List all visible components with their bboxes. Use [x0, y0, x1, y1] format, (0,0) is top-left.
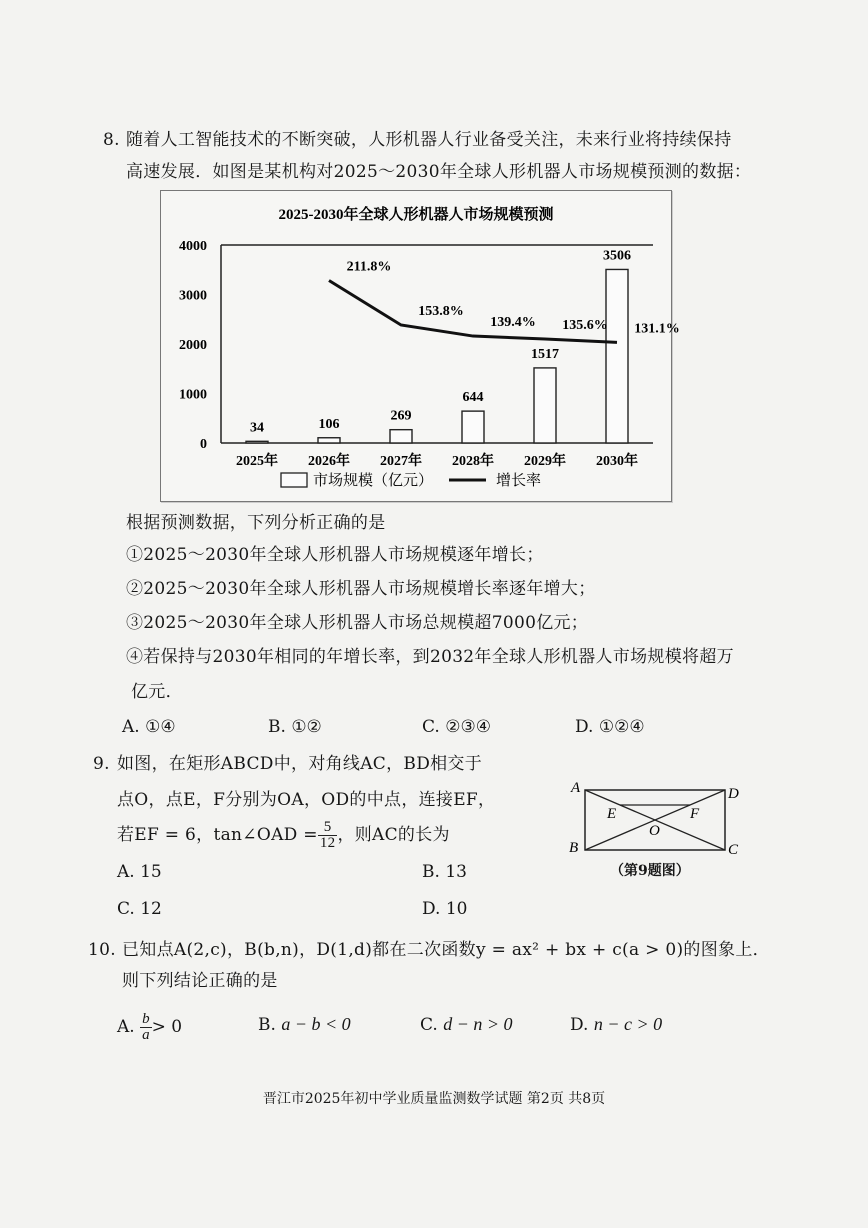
q9-line2: 点O，点E，F分别为OA，OD的中点，连接EF，	[117, 790, 496, 810]
q8-option-c	[422, 715, 491, 739]
chart-title: 2025-2030年全球人形机器人市场规模预测	[278, 207, 554, 223]
label-a: A	[571, 780, 581, 796]
q10-number: 10.	[88, 940, 116, 960]
option-text: ①②	[291, 717, 322, 737]
q9-option-d	[422, 897, 467, 921]
fraction-numerator: 5	[318, 820, 338, 836]
option-text: ②③④	[445, 717, 491, 737]
q9-option-c	[117, 897, 162, 921]
page-footer: 晋江市2025年初中学业质量监测数学试题 第2页 共8页	[262, 1091, 606, 1107]
growth-rate-label: 211.8%	[346, 259, 392, 275]
growth-rate-line	[329, 280, 617, 342]
growth-rate-label: 139.4%	[490, 315, 536, 331]
q8-statement-4-cont: 亿元．	[131, 682, 183, 702]
q8-option-a	[122, 715, 176, 739]
option-letter: C.	[420, 1015, 438, 1035]
q10-option-d	[570, 1012, 662, 1037]
q9-figure-caption: （第9题图）	[610, 863, 690, 879]
option-text: 12	[140, 899, 162, 919]
q8-option-b	[268, 715, 322, 739]
bar-2027年	[390, 430, 412, 443]
y-tick-label: 3000	[179, 288, 207, 304]
option-text: ①④	[145, 717, 176, 737]
bar-value-label: 1517	[531, 346, 559, 362]
bar-2029年	[534, 368, 556, 443]
x-tick-label: 2030年	[596, 454, 638, 469]
q10-line2: 则下列结论正确的是	[122, 971, 278, 991]
q10-option-a	[117, 1012, 182, 1043]
option-text: n − c > 0	[593, 1014, 663, 1034]
q10-option-b	[258, 1012, 351, 1037]
option-letter: D.	[570, 1015, 589, 1035]
q10-line1: 已知点A(2,c)，B(b,n)，D(1,d)都在二次函数y = ax² + bx + c(a > 0)的图象上．	[122, 940, 770, 960]
q8-statement-1: ①2025～2030年全球人形机器人市场规模逐年增长；	[126, 545, 544, 565]
growth-rate-label: 135.6%	[562, 317, 608, 333]
q9-line3-b: ，则AC的长为	[337, 825, 450, 845]
x-tick-label: 2026年	[308, 454, 350, 469]
label-f: F	[690, 806, 700, 822]
legend-bar-swatch	[281, 473, 307, 487]
option-letter: C.	[422, 717, 440, 737]
q8-option-d	[575, 715, 645, 739]
option-text: 10	[445, 899, 468, 919]
option-text: > 0	[151, 1017, 183, 1037]
option-letter: B.	[268, 717, 286, 737]
q9-option-a	[117, 860, 162, 884]
q9-line3	[117, 820, 450, 851]
q10-a-fraction	[140, 1012, 152, 1043]
fraction-denominator: a	[142, 1027, 150, 1043]
q10-option-c	[420, 1012, 513, 1037]
fraction-denominator: 12	[319, 835, 336, 851]
label-e: E	[607, 806, 617, 822]
option-letter: B.	[258, 1015, 276, 1035]
bar-2026年	[318, 438, 340, 443]
bar-2028年	[462, 411, 484, 443]
option-letter: D.	[422, 899, 441, 919]
option-letter: A.	[117, 862, 135, 882]
q8-statement-3: ③2025～2030年全球人形机器人市场总规模超7000亿元；	[126, 613, 589, 633]
label-c: C	[728, 842, 739, 858]
q9-option-b	[422, 860, 467, 884]
legend-line-label: 增长率	[496, 471, 542, 489]
growth-rate-label: 153.8%	[418, 303, 464, 319]
q8-statement-2: ②2025～2030年全球人形机器人市场规模增长率逐年增大；	[126, 579, 596, 599]
y-tick-label: 2000	[179, 338, 207, 353]
option-letter: B.	[422, 862, 440, 882]
growth-rate-label: 131.1%	[634, 321, 680, 337]
x-tick-label: 2029年	[524, 454, 566, 469]
option-text: d − n > 0	[443, 1014, 513, 1034]
bar-value-label: 3506	[603, 248, 631, 264]
option-letter: A.	[117, 1017, 135, 1037]
option-text: ①②④	[598, 717, 645, 737]
bar-value-label: 106	[318, 416, 340, 432]
option-letter: D.	[575, 717, 594, 737]
bar-value-label: 644	[462, 390, 484, 406]
q8-number: 8.	[103, 130, 120, 150]
q8-question: 根据预测数据，下列分析正确的是	[126, 513, 386, 533]
x-tick-label: 2027年	[380, 454, 422, 469]
q9-fraction	[318, 820, 338, 851]
q8-stem-line1: 随着人工智能技术的不断突破，人形机器人行业备受关注，未来行业将持续保持	[126, 130, 732, 150]
option-letter: A.	[122, 717, 140, 737]
q8-statement-4: ④若保持与2030年相同的年增长率，到2032年全球人形机器人市场规模将超万	[126, 647, 734, 667]
fraction-numerator: b	[142, 1011, 150, 1027]
legend-bar-label: 市场规模（亿元）	[313, 471, 434, 489]
x-tick-label: 2025年	[236, 454, 278, 469]
bar-2030年	[606, 269, 628, 443]
q9-line1: 如图，在矩形ABCD中，对角线AC，BD相交于	[117, 754, 483, 774]
q8-stem-line2: 高速发展．如图是某机构对2025～2030年全球人形机器人市场规模预测的数据：	[126, 162, 752, 182]
label-o: O	[649, 823, 660, 839]
option-text: a − b < 0	[281, 1014, 351, 1034]
bar-value-label: 34	[250, 420, 264, 436]
q9-line3-a: 若EF = 6，tan∠OAD =	[117, 825, 318, 845]
market-chart-frame	[160, 190, 680, 502]
option-text: 13	[445, 862, 467, 882]
market-chart	[161, 191, 680, 501]
bar-2025年	[246, 441, 268, 443]
bar-value-label: 269	[390, 408, 412, 424]
x-tick-label: 2028年	[452, 454, 494, 469]
y-tick-label: 1000	[179, 387, 207, 403]
q9-number: 9.	[93, 754, 110, 774]
label-b: B	[569, 840, 579, 856]
label-d: D	[728, 786, 739, 802]
option-text: 15	[140, 862, 162, 882]
y-tick-label: 4000	[179, 239, 207, 254]
y-tick-label: 0	[200, 437, 207, 452]
option-letter: C.	[117, 899, 135, 919]
